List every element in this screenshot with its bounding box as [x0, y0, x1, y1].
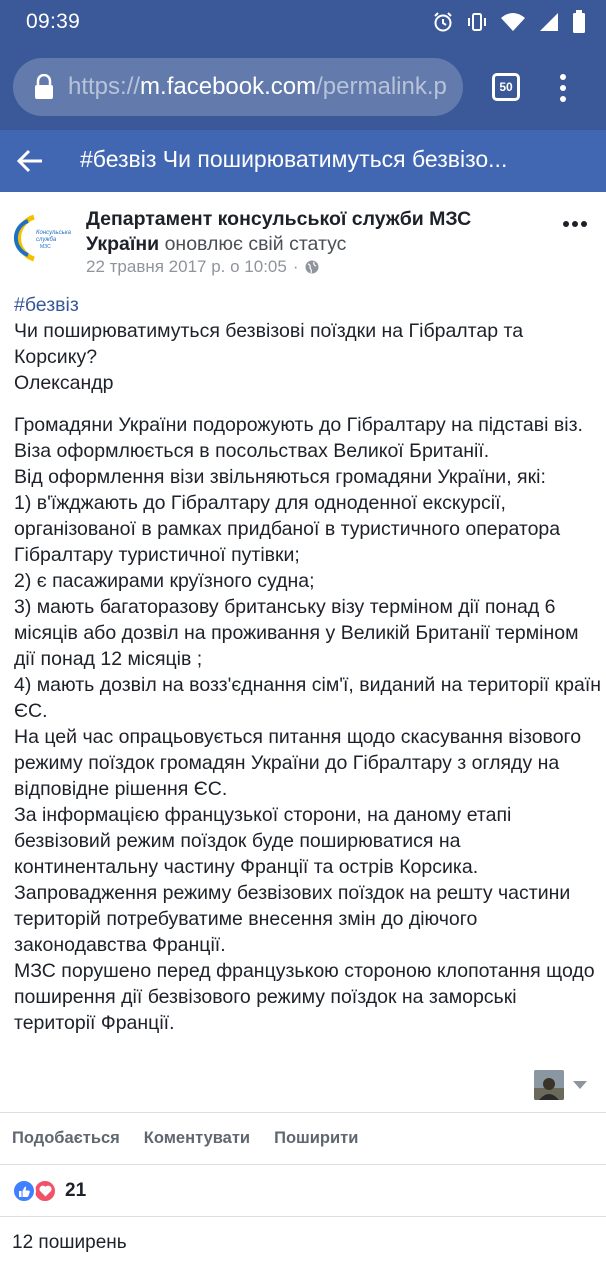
globe-icon	[305, 260, 319, 274]
url-protocol: https://	[68, 73, 141, 100]
like-reaction-icon	[12, 1179, 36, 1203]
status-bar	[0, 0, 606, 44]
post-asker: Олександр	[14, 372, 114, 394]
avatar[interactable]	[12, 208, 72, 268]
author-status-text: оновлює свій статус	[164, 233, 347, 255]
post-paragraph: 2) є пасажирами круїзного судна;	[14, 570, 315, 592]
post-paragraph: 4) мають дозвіл на возз'єднання сім'ї, виданий на території країн ЄС.	[14, 674, 601, 722]
paragraph-gap	[14, 396, 602, 412]
like-button[interactable]: Подобається	[12, 1128, 120, 1147]
post-meta	[86, 257, 319, 277]
url-text	[68, 73, 447, 101]
svg-text:служба: служба	[36, 237, 57, 243]
status-icons	[432, 10, 586, 34]
svg-text:МЗС: МЗС	[40, 244, 51, 250]
url-domain: m.facebook.com	[140, 73, 317, 100]
alarm-icon	[432, 11, 454, 33]
page-header	[0, 130, 606, 192]
post-paragraph: МЗС порушено перед французькою стороною клопотання щодо поширення дії безвізового режиму поїздок на заморські території Франції.	[14, 960, 595, 1034]
post-paragraph: 3) мають багаторазову британську візу терміном дії понад 6 місяців або дозвіл на проживання у Великій Британії терміном дії понад 12 місяців ;	[14, 596, 579, 670]
post-timestamp[interactable]: 22 травня 2017 р. о 10:05	[86, 257, 287, 276]
consular-logo-icon	[12, 208, 72, 268]
reactions-summary[interactable]	[12, 1178, 86, 1204]
post-paragraph: Запровадження режиму безвізових поїздок на решту частини територій потребуватиме внесення змін до діючого законодавства Франції.	[14, 882, 571, 956]
more-options-icon[interactable]	[562, 220, 588, 228]
signal-icon	[538, 11, 560, 33]
author-name-link[interactable]: Департамент консульської служби МЗС України	[86, 208, 472, 255]
battery-icon	[572, 10, 586, 34]
browser-toolbar	[0, 44, 606, 130]
user-photo-icon	[534, 1070, 564, 1100]
meta-separator: ·	[292, 257, 299, 276]
post-author	[86, 207, 546, 257]
lock-icon	[33, 74, 55, 100]
vibrate-icon	[466, 11, 488, 33]
share-as-avatar[interactable]	[534, 1070, 564, 1100]
page-title: #безвіз Чи поширюватимуться безвізо...	[80, 146, 508, 172]
url-bar[interactable]	[13, 58, 463, 116]
post-actions	[0, 1113, 606, 1163]
svg-text:Консульська: Консульська	[36, 230, 71, 236]
love-reaction-icon	[33, 1179, 57, 1203]
post-paragraph: Громадяни України подорожують до Гібралтару на підставі віз. Віза оформлюється в посольствах Великої Британії.	[14, 414, 583, 462]
url-path: /permalink.p	[316, 73, 447, 100]
divider	[0, 1216, 606, 1217]
share-button[interactable]: Поширити	[274, 1128, 359, 1147]
divider	[0, 1164, 606, 1165]
tab-switcher-button[interactable]: 50	[492, 73, 520, 101]
status-time: 09:39	[26, 10, 81, 33]
post-body	[14, 292, 602, 1036]
share-count-link[interactable]: 12 поширень	[12, 1232, 127, 1253]
chevron-down-icon[interactable]	[572, 1080, 588, 1090]
hashtag-link[interactable]: #безвіз	[14, 294, 79, 316]
comment-button[interactable]: Коментувати	[143, 1128, 251, 1147]
overflow-menu-icon[interactable]	[557, 73, 569, 103]
back-arrow-icon[interactable]	[16, 147, 44, 175]
reaction-count: 21	[65, 1180, 87, 1201]
post-paragraph: За інформацією французької сторони, на даному етапі безвізовий режим поїздок буде поширюватися на континентальну частину Франції та острів Корсика.	[14, 804, 512, 878]
wifi-icon	[500, 11, 526, 33]
post-paragraph: На цей час опрацьовується питання щодо скасування візового режиму поїздок громадян України до Гібралтару з огляду на відповідне рішення ЄС.	[14, 726, 582, 800]
post-question: Чи поширюватимуться безвізові поїздки на Гібралтар та Корсику?	[14, 320, 524, 368]
post-paragraph: 1) в'їжджають до Гібралтару для одноденної екскурсії, організованої в рамках придбаної в туристичного оператора Гібралтару туристичної путівки;	[14, 492, 561, 566]
post-paragraph: Від оформлення візи звільняються громадяни України, які:	[14, 466, 546, 488]
